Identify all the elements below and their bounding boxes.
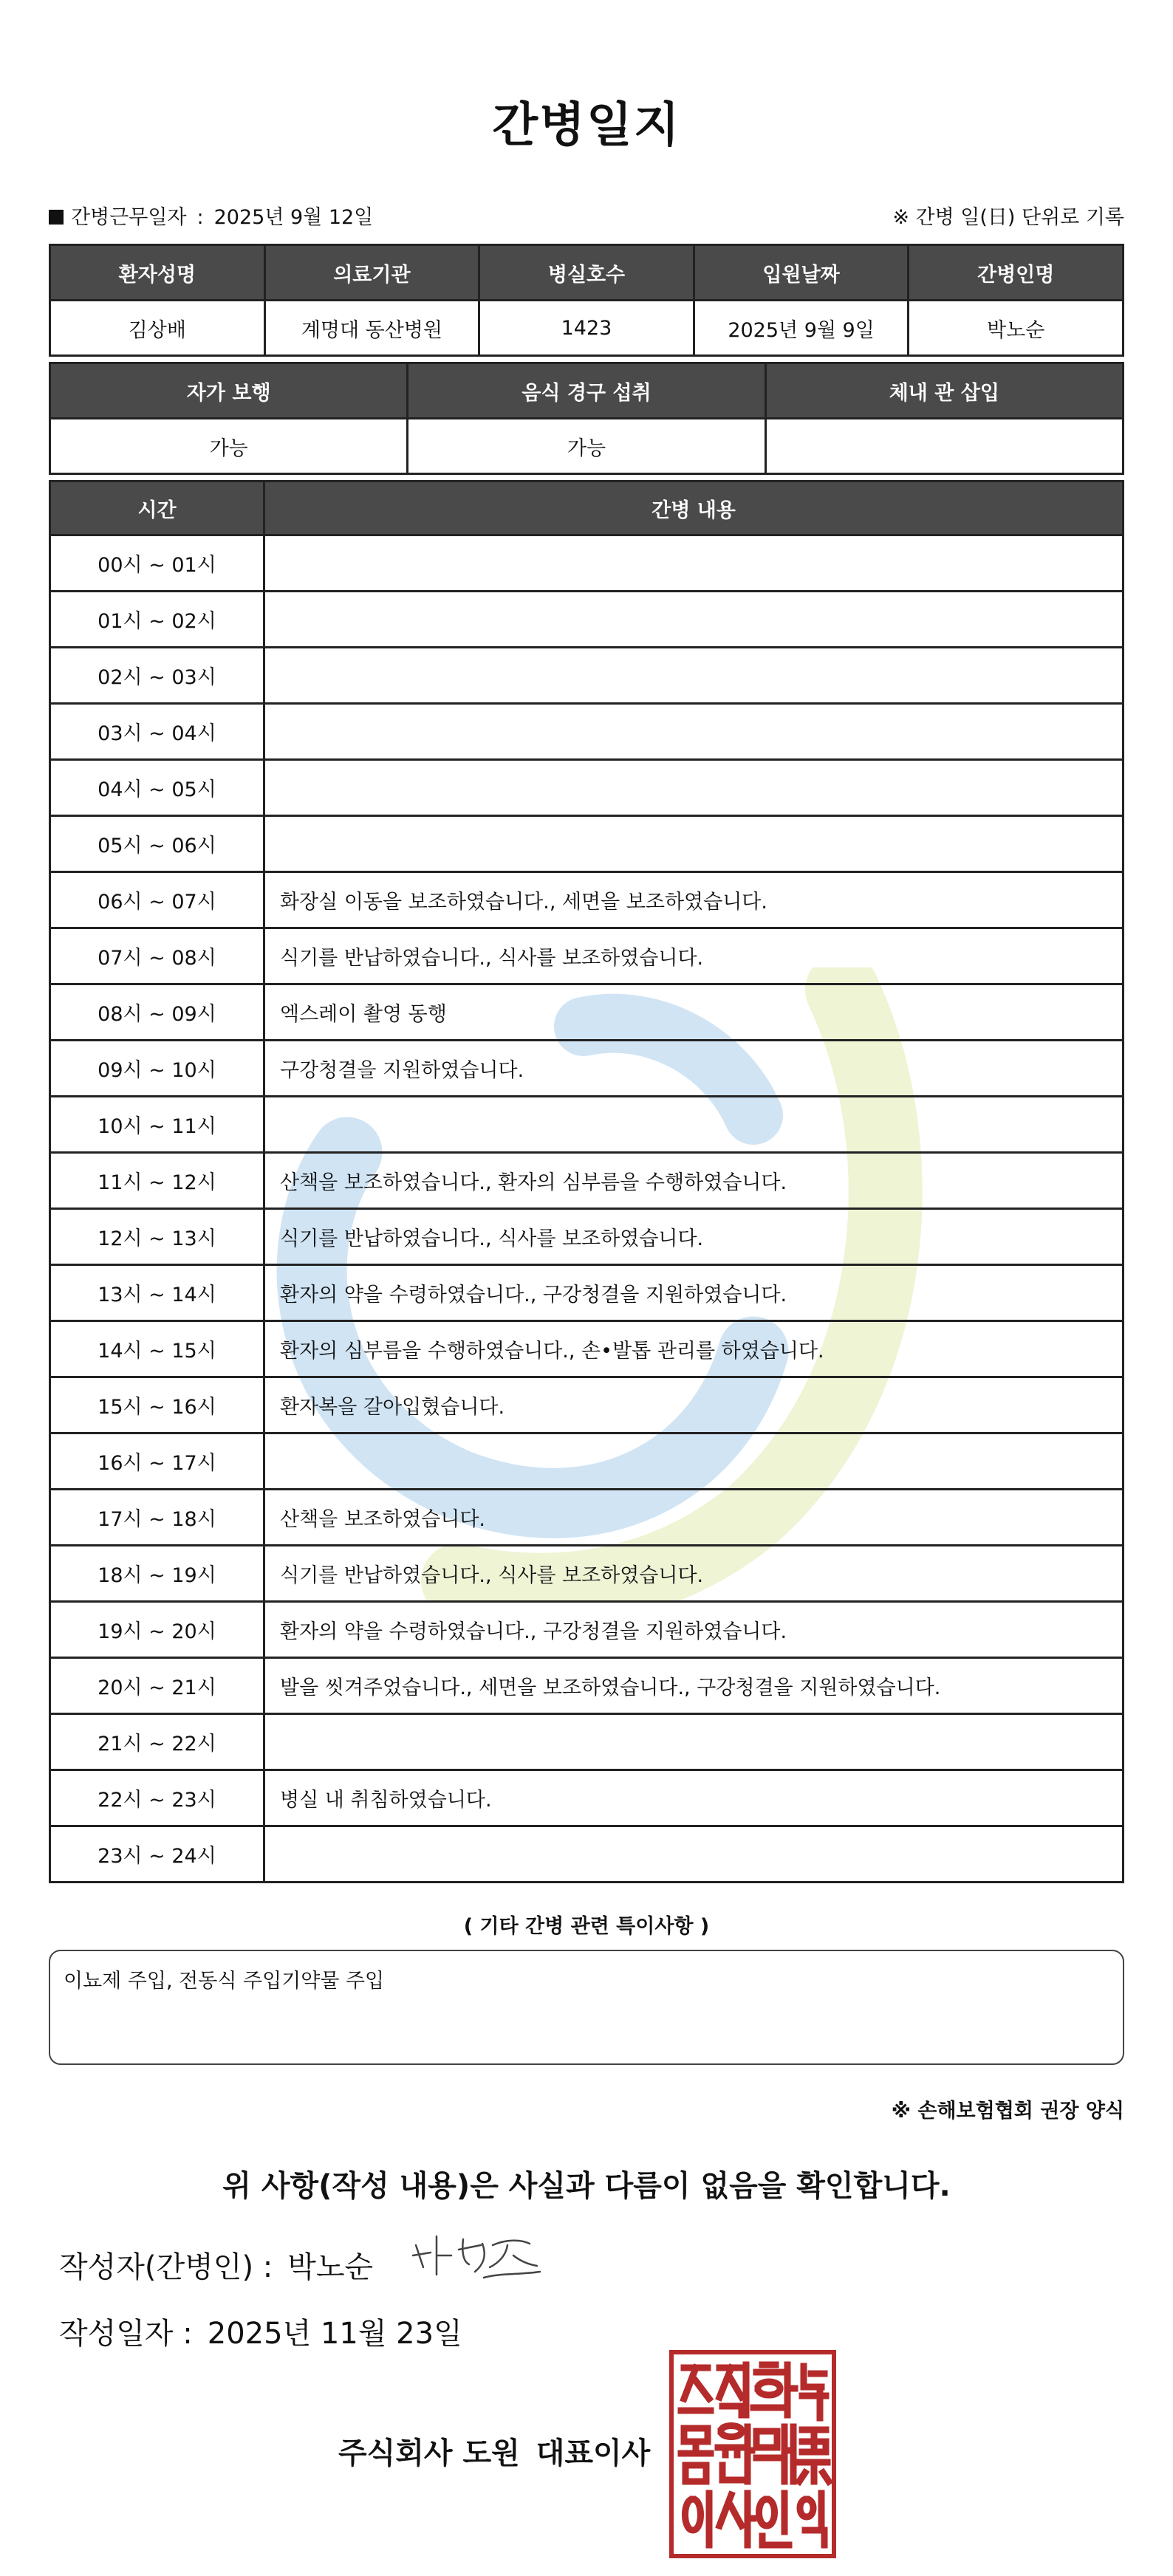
care-log-time: 00시 ~ 01시 bbox=[50, 535, 264, 592]
self-walking: 가능 bbox=[50, 419, 408, 474]
care-log-row bbox=[50, 816, 1124, 872]
confirmation-statement: 위 사항(작성 내용)은 사실과 다름이 없음을 확인합니다. bbox=[222, 2169, 951, 2203]
care-log-row bbox=[50, 1097, 1124, 1153]
care-log-row bbox=[50, 1602, 1124, 1658]
header-patient-name: 환자성명 bbox=[50, 245, 265, 301]
patient-status-header-row bbox=[50, 363, 1124, 419]
handwritten-signature bbox=[410, 2223, 543, 2289]
care-log-time: 12시 ~ 13시 bbox=[50, 1209, 264, 1265]
care-log-time: 21시 ~ 22시 bbox=[50, 1714, 264, 1770]
header-self-walking: 자가 보행 bbox=[50, 363, 408, 419]
writer-label: 작성자(간병인) : bbox=[59, 2250, 273, 2284]
care-log-content bbox=[264, 704, 1124, 760]
document-title: 간병일지 bbox=[492, 98, 681, 153]
care-log-time: 19시 ~ 20시 bbox=[50, 1602, 264, 1658]
care-log-time: 11시 ~ 12시 bbox=[50, 1153, 264, 1209]
care-log-time: 15시 ~ 16시 bbox=[50, 1377, 264, 1433]
recommended-form-note: ※ 손해보험협회 권장 양식 bbox=[891, 2100, 1124, 2123]
care-date bbox=[49, 201, 373, 230]
care-log-row bbox=[50, 1490, 1124, 1546]
care-log-row bbox=[50, 1041, 1124, 1097]
tube-insertion bbox=[765, 419, 1123, 474]
care-log-time: 06시 ~ 07시 bbox=[50, 872, 264, 928]
care-log-content: 산책을 보조하였습니다. bbox=[264, 1490, 1124, 1546]
care-log-row bbox=[50, 928, 1124, 984]
special-notes-title: ( 기타 간병 관련 특이사항 ) bbox=[463, 1915, 710, 1938]
hourly-care-log-table bbox=[49, 480, 1124, 1883]
care-log-content bbox=[264, 1714, 1124, 1770]
care-log-content bbox=[264, 648, 1124, 704]
patient-name: 김상배 bbox=[50, 301, 265, 356]
care-log-content bbox=[264, 760, 1124, 816]
care-log-row bbox=[50, 1209, 1124, 1265]
care-log-content: 식기를 반납하였습니다., 식사를 보조하였습니다. bbox=[264, 1209, 1124, 1265]
seal-glyphs bbox=[674, 2354, 832, 2554]
care-log-row bbox=[50, 760, 1124, 816]
care-log-time: 05시 ~ 06시 bbox=[50, 816, 264, 872]
room-number: 1423 bbox=[479, 301, 694, 356]
care-date-label: 간병근무일자 bbox=[71, 206, 187, 229]
care-log-content: 환자의 심부름을 수행하였습니다., 손•발톱 관리를 하였습니다. bbox=[264, 1321, 1124, 1377]
care-log-time: 14시 ~ 15시 bbox=[50, 1321, 264, 1377]
patient-status-table bbox=[49, 362, 1124, 475]
special-notes-content: 이뇨제 주입, 전동식 주입기약물 주입 bbox=[64, 1970, 385, 1993]
care-log-content bbox=[264, 592, 1124, 648]
care-log-time: 03시 ~ 04시 bbox=[50, 704, 264, 760]
care-log-rows bbox=[50, 535, 1124, 1883]
care-log-time: 01시 ~ 02시 bbox=[50, 592, 264, 648]
care-log-row bbox=[50, 535, 1124, 592]
care-log-content bbox=[264, 1826, 1124, 1883]
special-notes-box bbox=[49, 1950, 1124, 2065]
company-role: 대표이사 bbox=[536, 2436, 651, 2470]
care-log-content: 병실 내 취침하였습니다. bbox=[264, 1770, 1124, 1826]
care-log-time: 10시 ~ 11시 bbox=[50, 1097, 264, 1153]
care-log-time: 16시 ~ 17시 bbox=[50, 1433, 264, 1490]
care-date-separator: : bbox=[196, 206, 204, 229]
care-log-row bbox=[50, 1714, 1124, 1770]
written-date-label: 작성일자 : bbox=[59, 2317, 193, 2351]
care-log-content: 발을 씻겨주었습니다., 세면을 보조하였습니다., 구강청결을 지원하였습니다. bbox=[264, 1658, 1124, 1714]
care-log-time: 07시 ~ 08시 bbox=[50, 928, 264, 984]
caregiver-name: 박노순 bbox=[909, 301, 1124, 356]
company-name: 주식회사 도원 bbox=[338, 2436, 520, 2470]
record-unit-note: ※ 간병 일(日) 단위로 기록 bbox=[892, 206, 1124, 229]
care-log-row bbox=[50, 1826, 1124, 1883]
care-log-row bbox=[50, 984, 1124, 1041]
admission-date: 2025년 9월 9일 bbox=[694, 301, 909, 356]
header-admission-date: 입원날짜 bbox=[694, 245, 909, 301]
header-caregiver-name: 간병인명 bbox=[909, 245, 1124, 301]
writer-name: 박노순 bbox=[287, 2250, 374, 2284]
care-log-row bbox=[50, 648, 1124, 704]
care-log-content bbox=[264, 1433, 1124, 1490]
care-log-time: 02시 ~ 03시 bbox=[50, 648, 264, 704]
care-log-content: 식기를 반납하였습니다., 식사를 보조하였습니다. bbox=[264, 1546, 1124, 1602]
care-log-row bbox=[50, 1321, 1124, 1377]
patient-info-value-row bbox=[50, 301, 1124, 356]
square-bullet-icon bbox=[49, 210, 64, 225]
care-log-content: 식기를 반납하였습니다., 식사를 보조하였습니다. bbox=[264, 928, 1124, 984]
care-log-time: 13시 ~ 14시 bbox=[50, 1265, 264, 1321]
care-log-time: 23시 ~ 24시 bbox=[50, 1826, 264, 1883]
care-log-row bbox=[50, 1265, 1124, 1321]
writer-line bbox=[59, 2244, 373, 2286]
care-log-time: 18시 ~ 19시 bbox=[50, 1546, 264, 1602]
care-log-time: 08시 ~ 09시 bbox=[50, 984, 264, 1041]
written-date-line bbox=[59, 2310, 462, 2352]
care-log-row bbox=[50, 592, 1124, 648]
care-date-value: 2025년 9월 12일 bbox=[213, 206, 374, 229]
care-log-row bbox=[50, 1770, 1124, 1826]
care-log-content: 환자복을 갈아입혔습니다. bbox=[264, 1377, 1124, 1433]
care-log-time: 20시 ~ 21시 bbox=[50, 1658, 264, 1714]
company-seal-stamp bbox=[669, 2350, 836, 2558]
care-log-row bbox=[50, 1433, 1124, 1490]
header-tube-insertion: 체내 관 삽입 bbox=[765, 363, 1123, 419]
care-log-time: 04시 ~ 05시 bbox=[50, 760, 264, 816]
care-log-content bbox=[264, 1097, 1124, 1153]
patient-info-header-row bbox=[50, 245, 1124, 301]
care-log-content bbox=[264, 535, 1124, 592]
care-log-content bbox=[264, 816, 1124, 872]
care-log-time: 22시 ~ 23시 bbox=[50, 1770, 264, 1826]
written-date-value: 2025년 11월 23일 bbox=[207, 2317, 462, 2351]
care-log-time: 17시 ~ 18시 bbox=[50, 1490, 264, 1546]
hospital: 계명대 동산병원 bbox=[264, 301, 479, 356]
care-log-row bbox=[50, 1546, 1124, 1602]
care-log-time: 09시 ~ 10시 bbox=[50, 1041, 264, 1097]
care-log-content: 화장실 이동을 보조하였습니다., 세면을 보조하였습니다. bbox=[264, 872, 1124, 928]
care-log-header-row bbox=[50, 482, 1124, 535]
company-line bbox=[338, 2430, 650, 2472]
care-log-content: 환자의 약을 수령하였습니다., 구강청결을 지원하였습니다. bbox=[264, 1265, 1124, 1321]
care-log-content: 환자의 약을 수령하였습니다., 구강청결을 지원하였습니다. bbox=[264, 1602, 1124, 1658]
care-log-row bbox=[50, 1153, 1124, 1209]
patient-status-value-row bbox=[50, 419, 1124, 474]
care-log-row bbox=[50, 872, 1124, 928]
oral-intake: 가능 bbox=[408, 419, 765, 474]
care-log-content: 엑스레이 촬영 동행 bbox=[264, 984, 1124, 1041]
header-time: 시간 bbox=[50, 482, 264, 535]
header-hospital: 의료기관 bbox=[264, 245, 479, 301]
patient-info-table bbox=[49, 244, 1124, 357]
care-log-row bbox=[50, 704, 1124, 760]
care-log-content: 산책을 보조하였습니다., 환자의 심부름을 수행하였습니다. bbox=[264, 1153, 1124, 1209]
care-log-content: 구강청결을 지원하였습니다. bbox=[264, 1041, 1124, 1097]
care-log-row bbox=[50, 1377, 1124, 1433]
header-room-number: 병실호수 bbox=[479, 245, 694, 301]
care-log-row bbox=[50, 1658, 1124, 1714]
header-oral-intake: 음식 경구 섭취 bbox=[408, 363, 765, 419]
header-care-content: 간병 내용 bbox=[264, 482, 1124, 535]
